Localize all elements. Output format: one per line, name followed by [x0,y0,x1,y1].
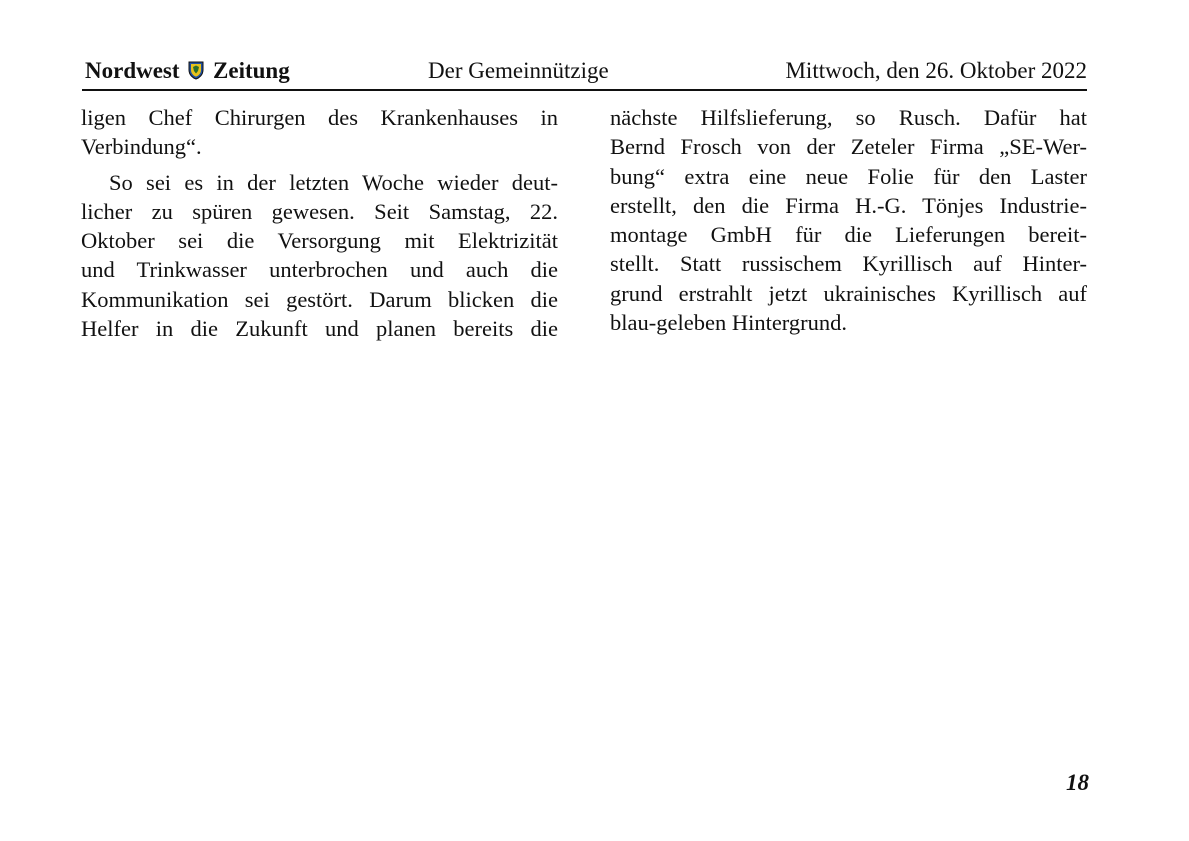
section-title: Der Gemeinnützige [428,58,609,83]
coat-of-arms-icon [188,60,204,86]
text-line: bung“ extra eine neue Folie für den Laster [610,163,1087,189]
left-column [81,103,558,343]
text-line: Bernd Frosch von der Zeteler Firma „SE-Wer- [610,134,1087,160]
page-header [85,58,1087,88]
text-line: nächste Hilfslieferung, so Rusch. Dafür hat [610,105,1087,130]
text-line: Verbindung“. [81,134,202,160]
text-line: licher zu spüren gewesen. Seit Samstag, 22. [81,198,558,224]
paragraph [81,103,558,162]
page-number: 18 [1066,770,1089,795]
brand-word-nordwest: Nordwest [85,58,180,83]
paragraph [610,103,1087,337]
newspaper-brand [85,58,290,86]
text-line: montage GmbH für die Lieferungen bereit- [610,222,1087,248]
text-line: Oktober sei die Versorgung mit Elektrizität [81,228,558,254]
text-line: und Trinkwasser unterbrochen und auch die [81,257,558,283]
text-line: Kommunikation sei gestört. Darum blicken die [81,286,558,312]
text-line: grund erstrahlt jetzt ukrainisches Kyrillisch auf [610,280,1087,306]
text-line: So sei es in der letzten Woche wieder deut- [109,169,558,195]
issue-date: Mittwoch, den 26. Oktober 2022 [785,58,1087,83]
paragraph [81,168,558,344]
text-line: erstellt, den die Firma H.-G. Tönjes Industrie- [610,192,1087,218]
text-line: blau-geleben Hintergrund. [610,310,848,336]
text-line: Helfer in die Zukunft und planen bereits die [81,316,558,342]
brand-word-zeitung: Zeitung [213,58,290,83]
text-line: ligen Chef Chirurgen des Krankenhauses in [81,105,558,130]
header-rule [82,89,1087,91]
right-column [610,103,1087,337]
text-line: stellt. Statt russischem Kyrillisch auf Hinter- [610,251,1087,277]
